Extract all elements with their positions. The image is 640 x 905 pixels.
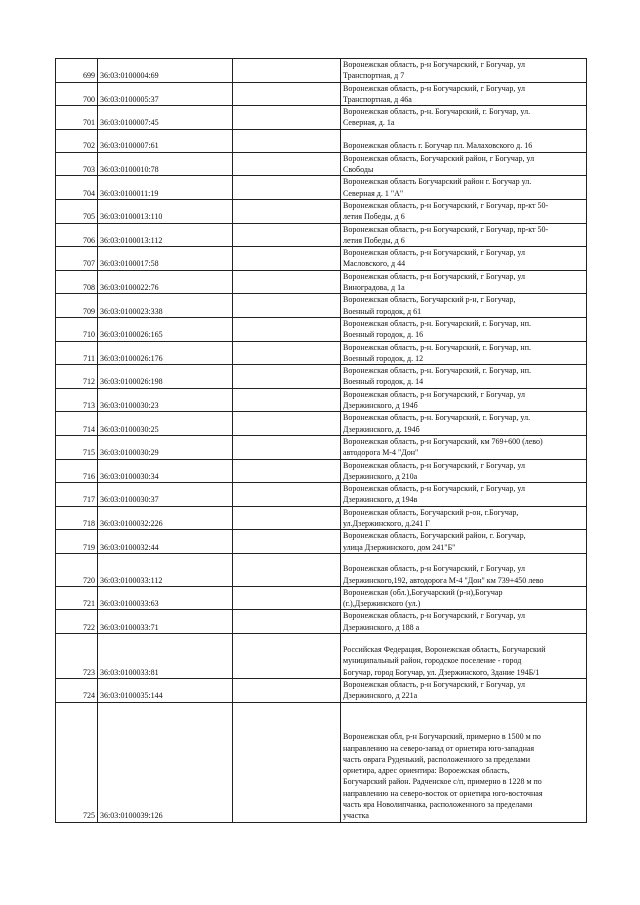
address-cell (341, 506, 587, 530)
address-cell (341, 679, 587, 703)
address-text: Воронежская область Богучарский район г. Богучар ул. Северная д. 1 "А" (343, 177, 532, 198)
empty-cell (233, 459, 341, 483)
address-cell (341, 223, 587, 247)
table-row (56, 530, 587, 554)
address-text: Воронежская область, р-н Богучарский, г Богучар, ул Дзержинского, д 221а (343, 680, 525, 701)
address-text: Воронежская область, р-н Богучарский, г Богучар, ул Транспортная, д 7 (343, 60, 525, 81)
table-row (56, 152, 587, 176)
address-cell (341, 586, 587, 610)
address-cell (341, 59, 587, 83)
address-text: Воронежская область, р-н Богучарский, г Богучар, пр-кт 50- летия Победы, д 6 (343, 200, 549, 222)
address-cell (341, 199, 587, 223)
empty-cell (233, 586, 341, 610)
address-text: Воронежская область, р-н Богучарский, г Богучар, ул Дзержинского,192, автодорога М-4 "Дон" км 739+450 лево (343, 564, 544, 585)
row-number: 711 (56, 341, 98, 365)
address-text: Воронежская область, р-н Богучарский, г Богучар, ул Дзержинского, д 194в (343, 484, 525, 505)
address-cell (341, 412, 587, 436)
row-number: 713 (56, 388, 98, 412)
cadastral-number: 36:03:0100033:71 (98, 610, 233, 634)
address-cell (341, 634, 587, 679)
row-number: 721 (56, 586, 98, 610)
row-number: 703 (56, 152, 98, 176)
row-number: 712 (56, 365, 98, 389)
address-text: Воронежская область, р-н Богучарский, г Богучар, пр-кт 50- летия Победы, д 6 (343, 224, 549, 245)
empty-cell (233, 270, 341, 294)
row-number: 704 (56, 176, 98, 200)
table-row (56, 459, 587, 483)
cadastral-number: 36:03:0100030:29 (98, 435, 233, 459)
cadastral-number: 36:03:0100032:44 (98, 530, 233, 554)
table-row (56, 199, 587, 223)
address-text: Воронежская область, р-н. Богучарский, г. Богучар, ул. Северная, д. 1а (343, 107, 531, 128)
row-number: 705 (56, 199, 98, 223)
address-cell (341, 270, 587, 294)
address-text: Российская Федерация, Воронежская область, Богучарский муниципальный район, городское поселение - город Богучар, город Богучар, ул. Дзержинского, Здание 194Б/1 (343, 645, 546, 677)
address-text: Воронежская область, р-н Богучарский, г Богучар, ул Виноградова, д 1а (343, 271, 525, 293)
cadastral-number: 36:03:0100033:112 (98, 553, 233, 586)
row-number: 719 (56, 530, 98, 554)
table-row (56, 223, 587, 247)
row-number: 709 (56, 294, 98, 318)
empty-cell (233, 247, 341, 271)
address-cell (341, 247, 587, 271)
cadastral-number: 36:03:0100013:112 (98, 223, 233, 247)
address-text: Воронежская область, р-н Богучарский, г Богучар, ул Дзержинского, д 188 а (343, 611, 525, 632)
address-text: Воронежская область, р-н Богучарский, г Богучар, ул Транспортная, д 46а (343, 83, 525, 104)
row-number: 701 (56, 106, 98, 130)
address-text: Воронежская область, р-н. Богучарский, г. Богучар, ул. Дзержинского, д. 194б (343, 413, 531, 434)
cadastral-number: 36:03:0100004:69 (98, 59, 233, 83)
empty-cell (233, 152, 341, 176)
cadastral-number: 36:03:0100017:58 (98, 247, 233, 271)
cadastral-number: 36:03:0100032:226 (98, 506, 233, 530)
empty-cell (233, 412, 341, 436)
cadastral-number: 36:03:0100023:338 (98, 294, 233, 318)
address-cell (341, 82, 587, 106)
empty-cell (233, 530, 341, 554)
address-cell (341, 152, 587, 176)
empty-cell (233, 59, 341, 83)
empty-cell (233, 679, 341, 703)
row-number: 715 (56, 435, 98, 459)
empty-cell (233, 365, 341, 389)
empty-cell (233, 506, 341, 530)
cadastral-number: 36:03:0100030:25 (98, 412, 233, 436)
cadastral-number: 36:03:0100007:61 (98, 129, 233, 152)
address-cell (341, 553, 587, 586)
empty-cell (233, 634, 341, 679)
cadastral-number: 36:03:0100005:37 (98, 82, 233, 106)
cadastral-number: 36:03:0100033:81 (98, 634, 233, 679)
empty-cell (233, 317, 341, 341)
cadastral-number: 36:03:0100026:176 (98, 341, 233, 365)
cadastral-number: 36:03:0100022:76 (98, 270, 233, 294)
row-number: 717 (56, 483, 98, 507)
cadastral-number: 36:03:0100039:126 (98, 702, 233, 822)
address-text: Воронежская область, Богучарский район, г Богучар, ул Свободы (343, 153, 535, 175)
address-text: Воронежская область, Богучарский р-н, г Богучар, Военный городок, д 61 (343, 295, 516, 316)
address-cell (341, 459, 587, 483)
empty-cell (233, 610, 341, 634)
empty-cell (233, 106, 341, 130)
row-number: 700 (56, 82, 98, 106)
address-text: Воронежская область, р-н. Богучарский, г. Богучар, нп. Военный городок, д. 12 (343, 342, 531, 363)
table-row (56, 506, 587, 530)
row-number: 718 (56, 506, 98, 530)
table-row (56, 388, 587, 412)
table-row (56, 82, 587, 106)
address-text: Воронежская область, р-н Богучарский, г Богучар, ул Дзержинского, д 194б (343, 389, 525, 411)
table-row (56, 679, 587, 703)
row-number: 716 (56, 459, 98, 483)
row-number: 707 (56, 247, 98, 271)
empty-cell (233, 388, 341, 412)
table-row (56, 483, 587, 507)
address-cell (341, 317, 587, 341)
address-text: Воронежская область, р-н Богучарский, км 769+600 (лево) автодорога М-4 "Дон" (343, 436, 543, 458)
empty-cell (233, 483, 341, 507)
empty-cell (233, 435, 341, 459)
register-table (55, 58, 587, 823)
empty-cell (233, 129, 341, 152)
table-row (56, 59, 587, 83)
table-row (56, 106, 587, 130)
empty-cell (233, 176, 341, 200)
cadastral-number: 36:03:0100033:63 (98, 586, 233, 610)
table-row (56, 247, 587, 271)
empty-cell (233, 199, 341, 223)
table-row (56, 412, 587, 436)
row-number: 722 (56, 610, 98, 634)
address-text: Воронежская область г. Богучар пл. Малаховского д. 16 (343, 141, 533, 151)
table-row (56, 176, 587, 200)
row-number: 706 (56, 223, 98, 247)
address-text: Воронежская область, р-н. Богучарский, г. Богучар, нп. Военный городок, д. 16 (343, 318, 531, 340)
empty-cell (233, 553, 341, 586)
address-cell (341, 294, 587, 318)
table-row (56, 365, 587, 389)
cadastral-number: 36:03:0100030:23 (98, 388, 233, 412)
address-cell (341, 388, 587, 412)
cadastral-number: 36:03:0100011:19 (98, 176, 233, 200)
cadastral-number: 36:03:0100010:78 (98, 152, 233, 176)
empty-cell (233, 223, 341, 247)
table-row (56, 702, 587, 822)
address-text: Воронежская (обл.),Богучарский (р-н),Богучар (г.),Дзержинского (ул.) (343, 587, 503, 609)
cadastral-number: 36:03:0100026:165 (98, 317, 233, 341)
row-number: 725 (56, 702, 98, 822)
address-cell (341, 530, 587, 554)
cadastral-number: 36:03:0100030:37 (98, 483, 233, 507)
address-cell (341, 176, 587, 200)
address-text: Воронежская обл, р-н Богучарский, примерно в 1500 м по направлению на северо-запад от орнетира юго-западная часть оврага Руденький, расположенного за пределами орнетира, адрес ориентира: Вороежская область, Богучарский район. Радченское с/п, примерно в 1228 м по направлению на северо-восток от орнетира юго-восточная часть яра Новолипчанка, расположенного за пределами участка (343, 732, 543, 821)
cadastral-number: 36:03:0100030:34 (98, 459, 233, 483)
address-cell (341, 610, 587, 634)
row-number: 723 (56, 634, 98, 679)
empty-cell (233, 341, 341, 365)
row-number: 710 (56, 317, 98, 341)
address-cell (341, 341, 587, 365)
table-row (56, 129, 587, 152)
address-cell (341, 106, 587, 130)
address-cell (341, 435, 587, 459)
row-number: 724 (56, 679, 98, 703)
table-row (56, 634, 587, 679)
empty-cell (233, 702, 341, 822)
table-row (56, 435, 587, 459)
table-row (56, 270, 587, 294)
table-row (56, 586, 587, 610)
address-text: Воронежская область, р-н. Богучарский, г. Богучар, нп. Военный городок, д. 14 (343, 366, 531, 387)
register-table-body (56, 59, 587, 823)
row-number: 699 (56, 59, 98, 83)
address-text: Воронежская область, Богучарский район, г. Богучар, улица Дзержинского, дом 241"Б" (343, 531, 526, 552)
address-text: Воронежская область, р-н Богучарский, г Богучар, ул Дзержинского, д 210а (343, 460, 525, 481)
row-number: 708 (56, 270, 98, 294)
address-cell (341, 129, 587, 152)
table-row (56, 294, 587, 318)
row-number: 714 (56, 412, 98, 436)
row-number: 720 (56, 553, 98, 586)
address-cell (341, 365, 587, 389)
cadastral-number: 36:03:0100026:198 (98, 365, 233, 389)
table-row (56, 553, 587, 586)
address-cell (341, 483, 587, 507)
row-number: 702 (56, 129, 98, 152)
address-cell (341, 702, 587, 822)
address-text: Воронежская область, Богучарский р-он, г.Богучар, ул.Дзержинского, д.241 Г (343, 507, 519, 528)
table-row (56, 317, 587, 341)
cadastral-number: 36:03:0100035:144 (98, 679, 233, 703)
cadastral-number: 36:03:0100007:45 (98, 106, 233, 130)
address-text: Воронежская область, р-н Богучарский, г Богучар, ул Масловского, д 44 (343, 248, 525, 269)
cadastral-number: 36:03:0100013:110 (98, 199, 233, 223)
empty-cell (233, 294, 341, 318)
table-row (56, 341, 587, 365)
empty-cell (233, 82, 341, 106)
table-row (56, 610, 587, 634)
